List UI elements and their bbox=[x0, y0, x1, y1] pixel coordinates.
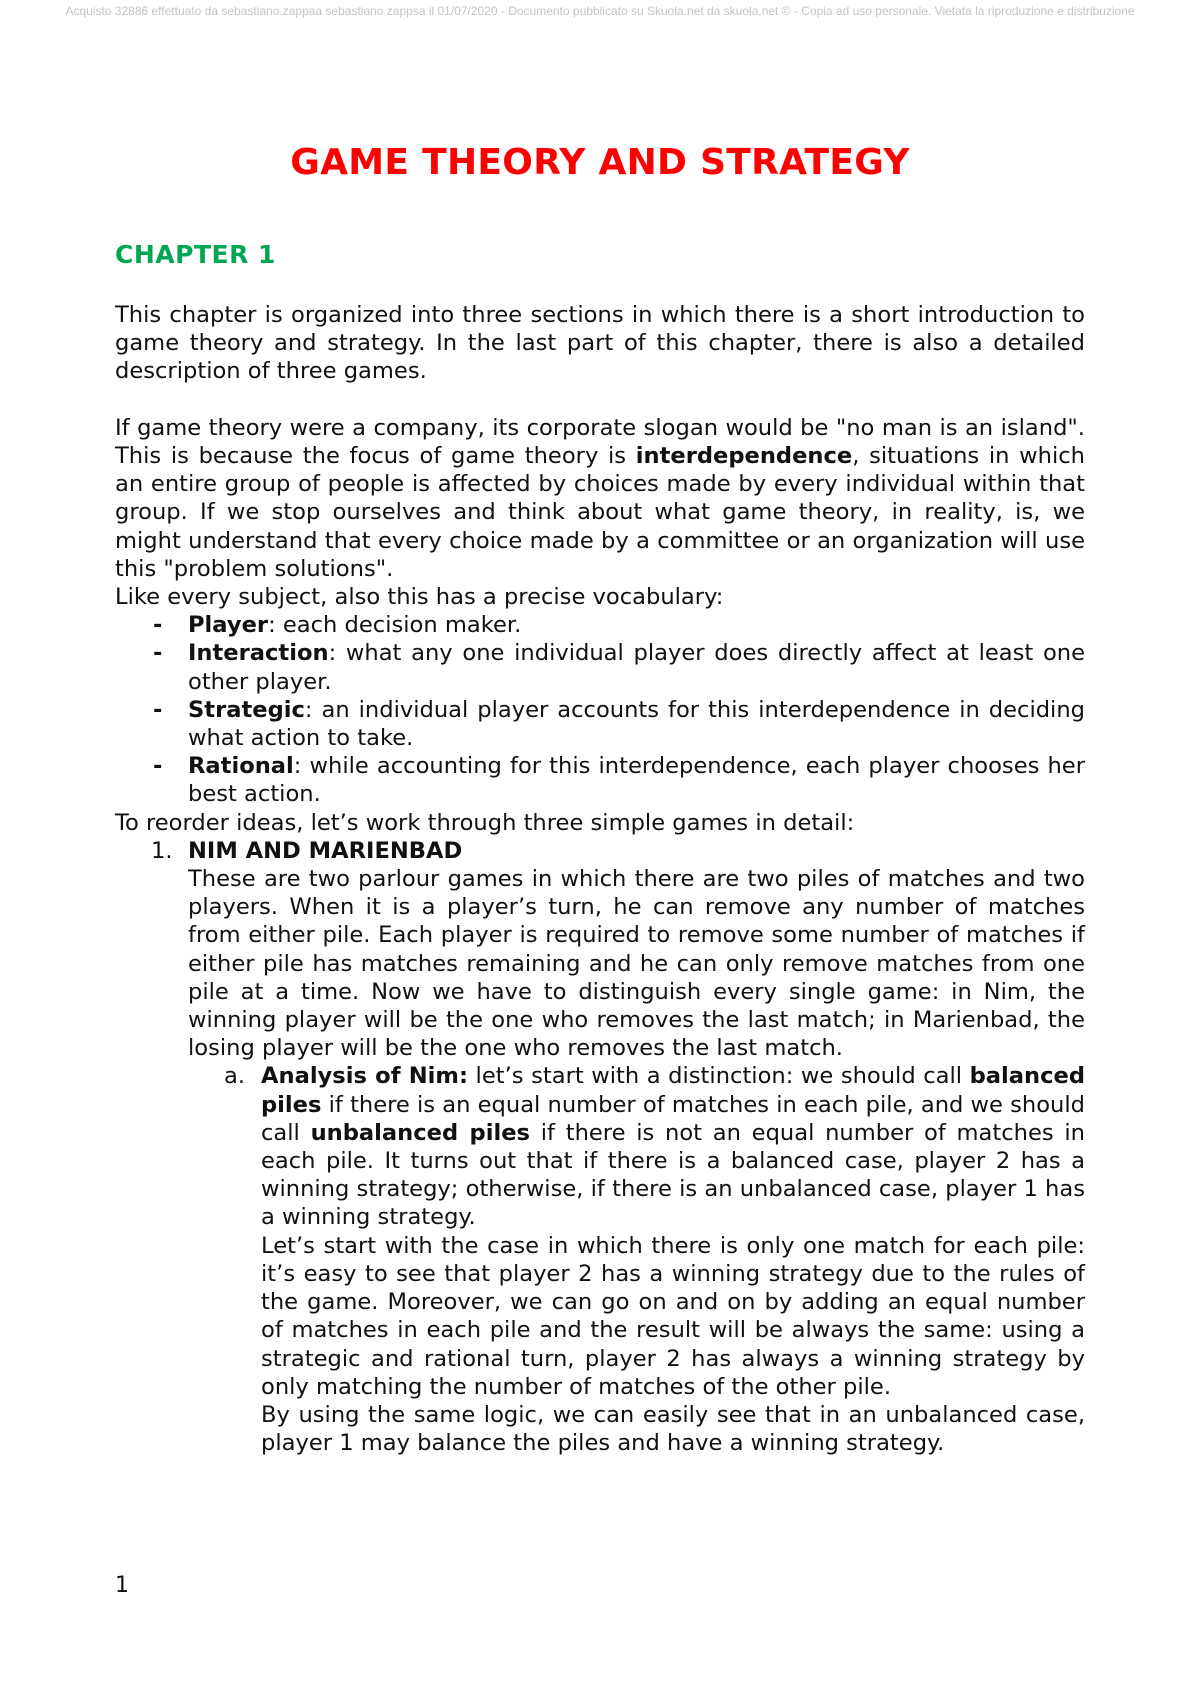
chapter-heading: CHAPTER 1 bbox=[115, 240, 276, 269]
analysis-paragraph bbox=[261, 1062, 1085, 1231]
document-title: GAME THEORY AND STRATEGY bbox=[290, 142, 910, 183]
vocab-definition: : what any one individual player does directly affect at least one other player. bbox=[188, 640, 1085, 695]
vocab-term: Interaction bbox=[188, 640, 329, 667]
page-number: 1 bbox=[115, 1573, 129, 1598]
list-number: 1. bbox=[151, 837, 173, 864]
game-nim-marienbad bbox=[115, 837, 1085, 1457]
vocabulary-list bbox=[115, 611, 1085, 808]
vocab-definition: : while accounting for this interdependence, each player chooses her best action. bbox=[188, 753, 1085, 808]
bold-term: balanced piles bbox=[261, 1063, 1085, 1118]
analysis-of-nim bbox=[188, 1062, 1085, 1457]
paragraph-text: if there is not an equal number of matches in each pile. It turns out that if there is a balanced case, player 2 has a winning strategy; otherwise, if there is an unbalanced case, player 1 has a winning strategy. bbox=[261, 1119, 1086, 1231]
vocab-definition: : each decision maker. bbox=[268, 612, 522, 639]
list-item bbox=[115, 639, 1085, 695]
interdependence-paragraph bbox=[115, 414, 1085, 583]
games-intro: To reorder ideas, let’s work through three simple games in detail: bbox=[115, 809, 855, 836]
paragraph-text: , situations in which an entire group of people is affected by choices made by every individual within that group. If we stop ourselves and think about what game theory, in reality, is, we might understand that every choice made by a committee or an organization will use this "problem solutions". bbox=[115, 443, 1085, 582]
intro-paragraph: This chapter is organized into three sections in which there is a short introduction to game theory and strategy. In the last part of this chapter, there is also a detailed description of three games. bbox=[115, 302, 1085, 385]
game-title: NIM AND MARIENBAD bbox=[188, 837, 463, 864]
unbalanced-case-paragraph: By using the same logic, we can easily see that in an unbalanced case, player 1 may balance the piles and have a winning strategy. bbox=[261, 1401, 1085, 1457]
vocab-term: Rational bbox=[188, 753, 294, 780]
watermark-header: Acquisto 32886 effettuato da sebastiano.zappaa sebastiano zappsa il 01/07/2020 - Documento pubblicato su Skuola.net da skuola.net © - Copia ad uso personale. Vietata la riproduzione e distribuzione bbox=[65, 4, 1135, 18]
game-description: These are two parlour games in which there are two piles of matches and two players. When it is a player’s turn, he can remove any number of matches from either pile. Each player is required to remove some number of matches if either pile has matches remaining and he can only remove matches from one pile at a time. Now we have to distinguish every single game: in Nim, the winning player will be the one who removes the last match; in Marienbad, the losing player will be the one who removes the last match. bbox=[188, 866, 1085, 1062]
bullet-dash: - bbox=[153, 640, 163, 667]
list-item bbox=[115, 611, 1085, 639]
bold-term: interdependence bbox=[635, 443, 853, 469]
vocab-term: Strategic bbox=[188, 696, 305, 723]
bullet-dash: - bbox=[153, 696, 163, 723]
vocab-definition: : an individual player accounts for this interdependence in deciding what action to take. bbox=[188, 696, 1085, 752]
list-item bbox=[115, 696, 1085, 752]
paragraph-text: If game theory were a company, its corporate slogan would be "no man is an island". This is because the focus of game theory is bbox=[115, 414, 1085, 469]
vocab-term: Player bbox=[188, 612, 269, 639]
document-body bbox=[115, 301, 1085, 1457]
list-item bbox=[115, 752, 1085, 808]
paragraph-text: if there is an equal number of matches in each pile, and we should call bbox=[261, 1091, 1085, 1146]
list-letter: a. bbox=[224, 1063, 246, 1090]
bullet-dash: - bbox=[153, 612, 163, 639]
analysis-heading: Analysis of Nim: bbox=[261, 1063, 468, 1090]
balanced-case-paragraph: Let’s start with the case in which there is only one match for each pile: it’s easy to see that player 2 has a winning strategy due to the rules of the game. Moreover, we can go on and on by adding an equal number of matches in each pile and the result will be always the same: using a strategic and rational turn, player 2 has always a winning strategy by only matching the number of matches of the other pile. bbox=[261, 1232, 1085, 1400]
paragraph-text: let’s start with a distinction: we should call bbox=[468, 1063, 970, 1090]
bold-term: unbalanced piles bbox=[310, 1119, 530, 1146]
vocabulary-intro: Like every subject, also this has a precise vocabulary: bbox=[115, 584, 724, 611]
bullet-dash: - bbox=[153, 753, 163, 780]
